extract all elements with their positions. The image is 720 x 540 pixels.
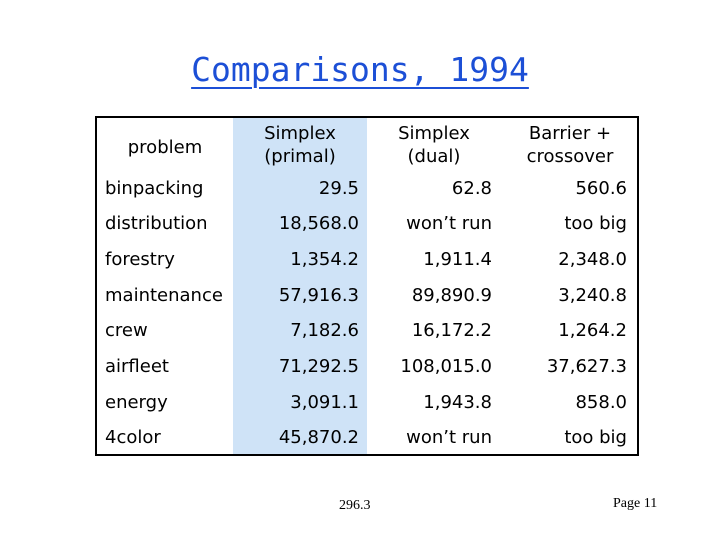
cell-dual: 16,172.2 xyxy=(411,320,492,341)
cell-primal: 18,568.0 xyxy=(278,213,359,234)
cell-barrier: too big xyxy=(564,427,627,448)
row-label: airfleet xyxy=(105,356,169,377)
header-line: Simplex xyxy=(264,123,336,144)
cell-primal: 1,354.2 xyxy=(290,249,359,270)
row-label: crew xyxy=(105,320,148,341)
cell-primal: 29.5 xyxy=(318,178,359,199)
comparison-table xyxy=(95,116,639,456)
cell-barrier: 3,240.8 xyxy=(558,285,627,306)
row-label: distribution xyxy=(105,213,208,234)
footer-number: 296.3 xyxy=(339,498,371,513)
header-simplex-dual xyxy=(371,122,497,168)
row-label: energy xyxy=(105,392,168,413)
cell-dual: won’t run xyxy=(406,213,492,234)
header-problem: problem xyxy=(127,137,203,158)
header-simplex-primal xyxy=(237,122,363,168)
row-label: 4color xyxy=(105,427,161,448)
cell-barrier: 2,348.0 xyxy=(558,249,627,270)
header-line: (primal) xyxy=(264,146,336,167)
cell-primal: 3,091.1 xyxy=(290,392,359,413)
cell-barrier: 1,264.2 xyxy=(558,320,627,341)
slide-title: Comparisons, 1994 xyxy=(191,50,529,89)
cell-dual: won’t run xyxy=(406,427,492,448)
header-line: (dual) xyxy=(407,146,461,167)
row-label: maintenance xyxy=(105,285,223,306)
cell-primal: 71,292.5 xyxy=(278,356,359,377)
cell-dual: 89,890.9 xyxy=(411,285,492,306)
cell-barrier: 37,627.3 xyxy=(546,356,627,377)
cell-dual: 1,911.4 xyxy=(423,249,492,270)
cell-primal: 7,182.6 xyxy=(290,320,359,341)
page-number: Page 11 xyxy=(613,496,658,511)
header-barrier-crossover xyxy=(505,122,635,168)
header-line: Barrier + xyxy=(528,123,612,144)
row-label: forestry xyxy=(105,249,175,270)
cell-primal: 45,870.2 xyxy=(278,427,359,448)
cell-dual: 62.8 xyxy=(451,178,492,199)
cell-primal: 57,916.3 xyxy=(278,285,359,306)
header-line: Simplex xyxy=(398,123,470,144)
cell-barrier: 858.0 xyxy=(575,392,627,413)
cell-dual: 1,943.8 xyxy=(423,392,492,413)
cell-barrier: 560.6 xyxy=(575,178,627,199)
cell-barrier: too big xyxy=(564,213,627,234)
cell-dual: 108,015.0 xyxy=(400,356,492,377)
header-line: crossover xyxy=(526,146,614,167)
row-label: binpacking xyxy=(105,178,204,199)
